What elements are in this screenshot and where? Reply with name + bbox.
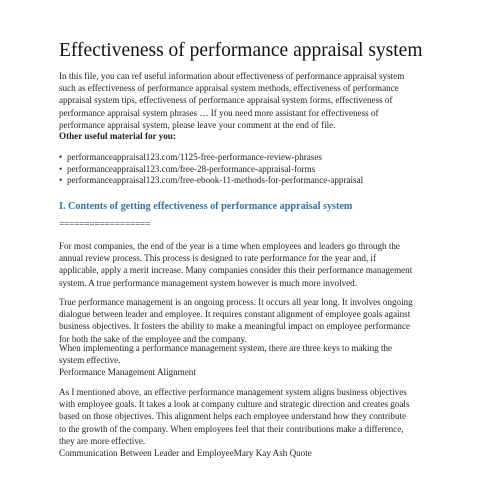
bullet-icon: •	[59, 163, 63, 174]
bullet-icon: •	[59, 152, 63, 162]
paragraph-line: they are more effective.	[59, 435, 146, 446]
paragraph-line: annual review process. This process is designed to rate performance for the year and, if	[59, 253, 376, 264]
paragraph-line: As I mentioned above, an effective performance management system aligns business objectives	[59, 387, 407, 397]
list-item[interactable]	[59, 152, 363, 164]
paragraph-4	[59, 386, 439, 459]
intro-line: performance appraisal system phrases … If you need more assistant for effectiveness of	[59, 107, 379, 118]
paragraph-line: Communication Between Leader and EmployeeMary Kay Ash Quote	[59, 448, 312, 459]
paragraph-line: Performance Management Alignment	[59, 367, 196, 378]
paragraph-line: For most companies, the end of the year is a time when employees and leaders go through the	[59, 241, 400, 251]
intro-line: appraisal system tips, effectiveness of performance appraisal system forms, effectiveness of	[59, 95, 393, 106]
paragraph-3	[59, 342, 439, 379]
separator-line: ==================	[59, 219, 151, 229]
paragraph-line: applicable, apply a merit increase. Many companies consider this their performance management	[59, 265, 413, 276]
paragraph-line: with employee goals. It takes a look at company culture and strategic direction and creates goals	[59, 399, 410, 410]
paragraph-line: business objectives. It fosters the ability to make a meaningful impact on employee performance	[59, 321, 411, 332]
useful-links-list	[59, 152, 363, 187]
paragraph-line: dialogue between leader and employee. It requires constant alignment of employee goals against	[59, 309, 411, 320]
list-item[interactable]	[59, 164, 363, 176]
paragraph-line: system. A true performance management system however is much more involved.	[59, 277, 357, 288]
intro-line: In this file, you can ref useful information about effectiveness of performance appraisal system	[59, 71, 405, 81]
paragraph-2	[59, 296, 439, 345]
useful-material-heading: Other useful material for you:	[59, 131, 176, 141]
paragraph-line: When implementing a performance management system, there are three keys to making the	[59, 343, 393, 353]
link-text[interactable]: performanceappraisal123.com/1125-free-performance-review-phrases	[67, 152, 322, 162]
document-title: Effectiveness of performance appraisal system	[59, 40, 423, 61]
paragraph-line: to the growth of the company. When employees feel that their contributions make a difference,	[59, 423, 404, 434]
intro-paragraph	[59, 70, 439, 131]
list-item[interactable]	[59, 175, 363, 187]
paragraph-1	[59, 240, 439, 289]
paragraph-line: based on those objectives. This alignment helps each employee understand how they contribute	[59, 411, 407, 422]
link-text[interactable]: performanceappraisal123.com/free-ebook-11-methods-for-performance-appraisal	[67, 175, 364, 186]
bullet-icon: •	[59, 175, 63, 186]
intro-line: such as effectiveness of performance appraisal system methods, effectiveness of performance	[59, 83, 399, 94]
link-text[interactable]: performanceappraisal123.com/free-28-performance-appraisal-forms	[67, 163, 316, 174]
paragraph-line: system effective.	[59, 355, 121, 366]
intro-line: performance appraisal system, please leave your comment at the end of file.	[59, 119, 336, 130]
paragraph-line: for both the sake of the employee and the company.	[59, 333, 247, 344]
section-heading: I. Contents of getting effectiveness of performance appraisal system	[59, 201, 353, 212]
paragraph-line: True performance management is an ongoing process. It occurs all year long. It involves ongoing	[59, 297, 413, 307]
